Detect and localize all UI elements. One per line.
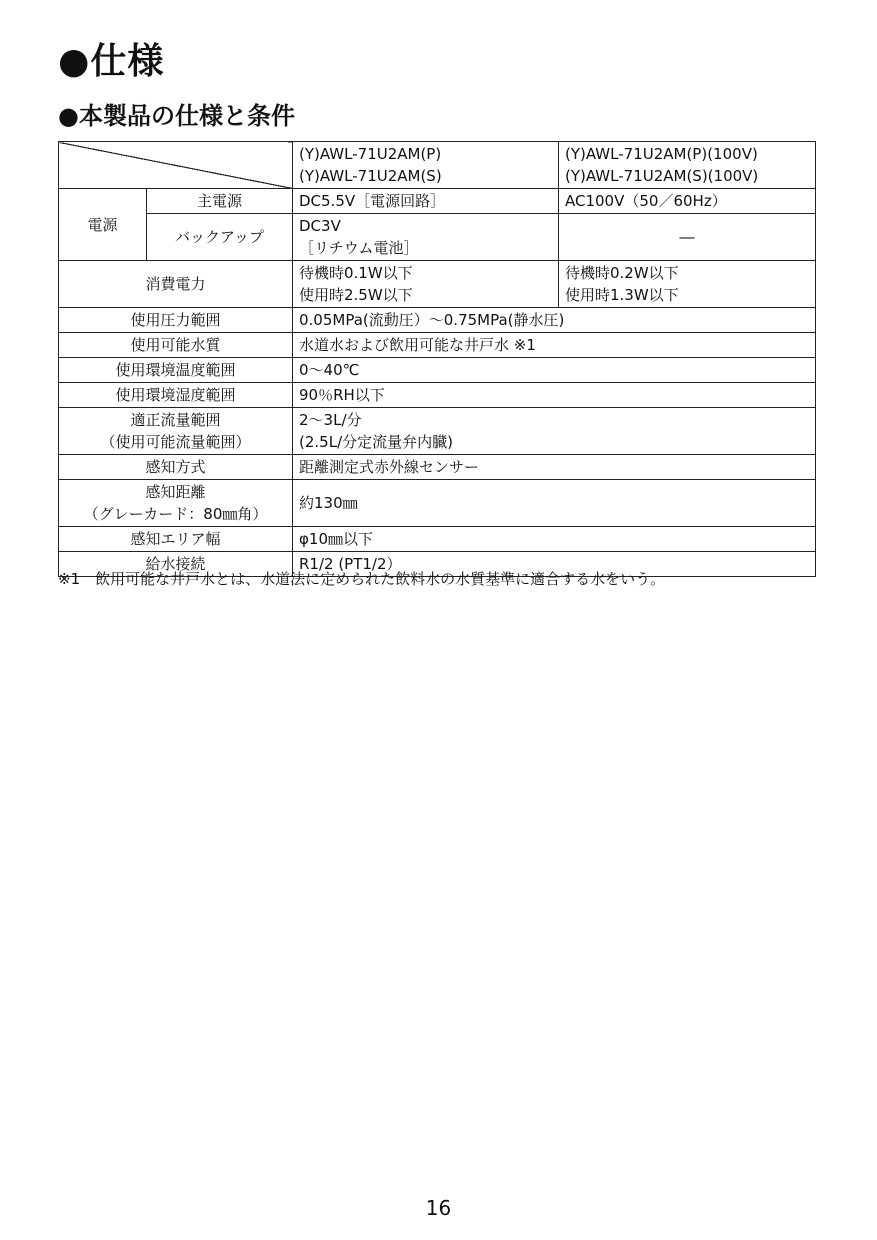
- backup-ac: ―: [559, 214, 816, 261]
- table-row: [59, 333, 816, 358]
- model-header-dc: (Y)AWL-71U2AM(P) (Y)AWL-71U2AM(S): [293, 142, 559, 189]
- consumption-dc: 待機時0.1W以下 使用時2.5W以下: [293, 261, 559, 308]
- footnote: ※1 飲用可能な井戸水とは、水道法に定められた飲料水の水質基準に適合する水をいう。: [58, 570, 666, 588]
- sensing-area-value: φ10㎜以下: [293, 527, 816, 552]
- water-connection-value: R1/2 (PT1/2）: [293, 552, 816, 577]
- section-subtitle: ●本製品の仕様と条件: [58, 102, 295, 130]
- power-label: 電源: [59, 189, 147, 261]
- sensing-area-label: 感知エリア幅: [59, 527, 293, 552]
- model-header-ac: (Y)AWL-71U2AM(P)(100V) (Y)AWL-71U2AM(S)(100V): [559, 142, 816, 189]
- table-row: [59, 527, 816, 552]
- backup-dc: DC3V ［リチウム電池］: [293, 214, 559, 261]
- table-row: [59, 189, 816, 214]
- diagonal-header-cell: [59, 142, 293, 189]
- backup-label: バックアップ: [147, 214, 293, 261]
- row-value: 水道水および飲用可能な井戸水 ※1: [293, 333, 816, 358]
- row-value: 0～40℃: [293, 358, 816, 383]
- sensing-method-value: 距離測定式赤外線センサー: [293, 455, 816, 480]
- row-label: 使用環境湿度範囲: [59, 383, 293, 408]
- page-number: 16: [425, 1196, 452, 1220]
- row-value: 90％RH以下: [293, 383, 816, 408]
- table-row: [59, 358, 816, 383]
- table-row: [59, 261, 816, 308]
- table-row: [59, 383, 816, 408]
- flow-label: 適正流量範囲 （使用可能流量範囲）: [59, 408, 293, 455]
- row-label: 使用圧力範囲: [59, 308, 293, 333]
- sensing-method-label: 感知方式: [59, 455, 293, 480]
- water-connection-label: 給水接続: [59, 552, 293, 577]
- page-title: ●仕様: [58, 41, 165, 82]
- spec-table: [58, 141, 816, 577]
- main-power-label: 主電源: [147, 189, 293, 214]
- row-label: 使用環境温度範囲: [59, 358, 293, 383]
- consumption-label: 消費電力: [59, 261, 293, 308]
- table-row: [59, 455, 816, 480]
- consumption-ac: 待機時0.2W以下 使用時1.3W以下: [559, 261, 816, 308]
- sensing-distance-value: 約130㎜: [293, 480, 816, 527]
- table-row: [59, 408, 816, 455]
- row-value: 0.05MPa(流動圧）～0.75MPa(静水圧): [293, 308, 816, 333]
- table-header-row: [59, 142, 816, 189]
- main-power-dc: DC5.5V［電源回路］: [293, 189, 559, 214]
- row-label: 使用可能水質: [59, 333, 293, 358]
- table-row: [59, 480, 816, 527]
- main-power-ac: AC100V（50／60Hz）: [559, 189, 816, 214]
- table-row: [59, 308, 816, 333]
- sensing-distance-label: 感知距離 （グレーカード：80㎜角）: [59, 480, 293, 527]
- flow-value: 2～3L/分 (2.5L/分定流量弁内臓): [293, 408, 816, 455]
- table-row: [59, 214, 816, 261]
